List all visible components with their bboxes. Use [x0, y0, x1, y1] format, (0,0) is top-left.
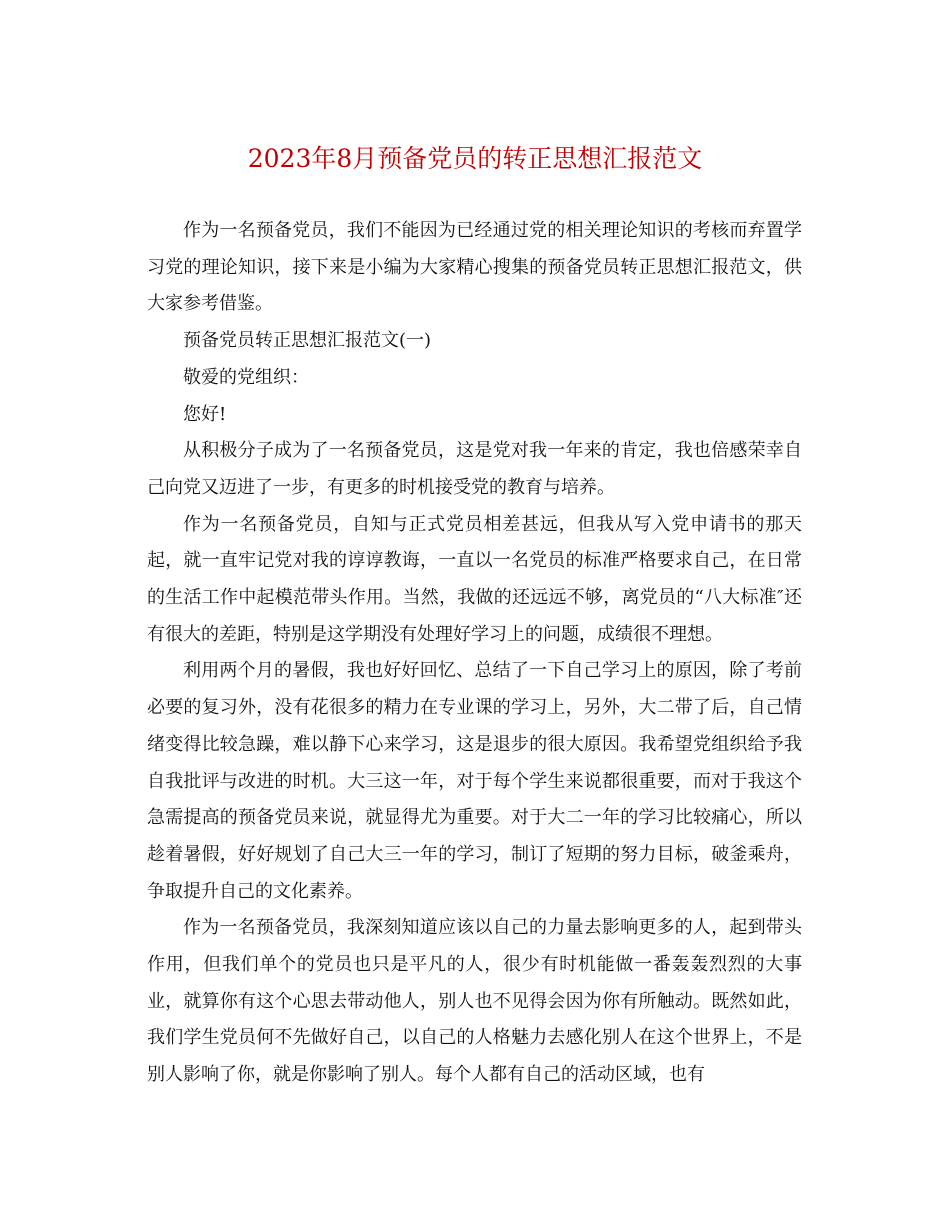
paragraph-body-4: 作为一名预备党员，我深刻知道应该以自己的力量去影响更多的人，起到带头作用，但我们单个的党员也只是平凡的人，很少有时机能做一番轰轰烈烈的大事业，就算你有这个心思去带动他人，别人也不见得会因为你有所触动。既然如此，我们学生党员何不先做好自己，以自己的人格魅力去感化别人在这个世界上，不是别人影响了你，就是你影响了别人。每个人都有自己的活动区域，也有 [147, 917, 802, 1086]
paragraph-body-3: 利用两个月的暑假，我也好好回忆、总结了一下自己学习上的原因，除了考前必要的复习外，没有花很多的精力在专业课的学习上，另外，大二带了后，自己情绪变得比较急躁，难以静下心来学习，这是退步的很大原因。我希望党组织给予我自我批评与改进的时机。大三这一年，对于每个学生来说都很重要，而对于我这个急需提高的预备党员来说，就显得尤为重要。对于大二一年的学习比较痛心，所以趁着暑假，好好规划了自己大三一年的学习，制订了短期的努力目标，破釜乘舟，争取提升自己的文化素养。 [147, 660, 802, 902]
paragraph-subtitle: 预备党员转正思想汇报范文(一) [183, 330, 432, 352]
document-body [147, 213, 802, 1094]
paragraph-salutation: 敬爱的党组织： [183, 366, 309, 388]
paragraph-body-2: 作为一名预备党员，自知与正式党员相差甚远，但我从写入党申请书的那天起，就一直牢记党对我的谆谆教诲，一直以一名党员的标准严格要求自己，在日常的生活工作中起模范带头作用。当然，我做的还远远不够，离党员的“八大标准″还有很大的差距，特别是这学期没有处理好学习上的问题，成绩很不理想。 [147, 513, 802, 645]
paragraph-body-1: 从积极分子成为了一名预备党员，这是党对我一年来的肯定，我也倍感荣幸自己向党又迈进了一步，有更多的时机接受党的教育与培养。 [147, 440, 802, 498]
paragraph-greeting: 您好! [183, 403, 227, 425]
paragraph-intro: 作为一名预备党员，我们不能因为已经通过党的相关理论知识的考核而弃置学习党的理论知识，接下来是小编为大家精心搜集的预备党员转正思想汇报范文，供大家参考借鉴。 [147, 220, 802, 315]
document-title: 2023年8月预备党员的转正思想汇报范文 [247, 144, 703, 173]
